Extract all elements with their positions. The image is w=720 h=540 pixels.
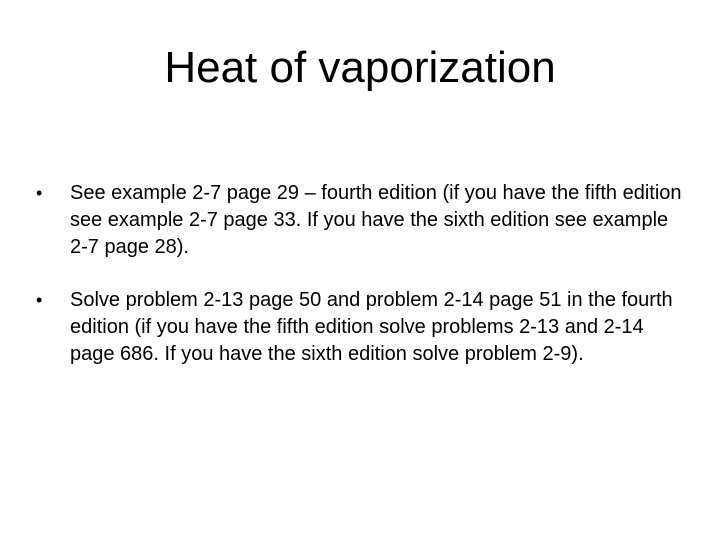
bullet-text: See example 2-7 page 29 – fourth edition (if you have the fifth edition see example 2-7 page 33. If you have the sixth edition see example 2-7 page 28). [70,182,682,258]
bullet-text: Solve problem 2-13 page 50 and problem 2-14 page 51 in the fourth edition (if you have the fifth edition solve problems 2-13 and 2-14 page 686. If you have the sixth edition solve problem 2-9). [70,289,673,365]
bullet-dot-icon: • [36,290,43,310]
slide-title: Heat of vaporization [164,43,556,92]
bullet-dot-icon: • [36,183,43,203]
bullet-list [36,180,686,394]
bullet-item [36,180,686,261]
bullet-item [36,287,686,368]
